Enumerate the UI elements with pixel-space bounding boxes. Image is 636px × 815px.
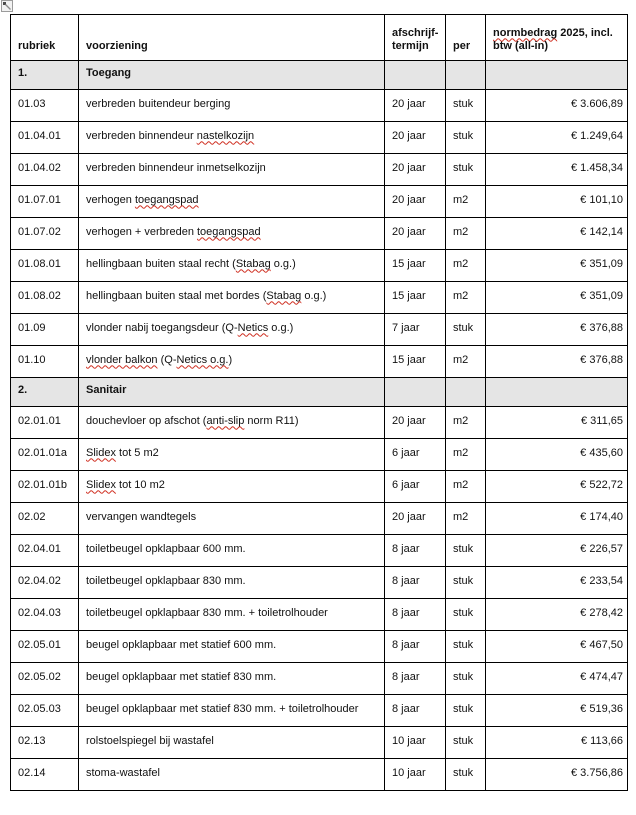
cell-per[interactable]: stuk	[446, 314, 486, 346]
cell-voorziening[interactable]	[79, 346, 385, 378]
cell-rubriek[interactable]: 02.01.01a	[11, 439, 79, 471]
cell-per[interactable]: m2	[446, 407, 486, 439]
cell-voorziening[interactable]: beugel opklapbaar met statief 600 mm.	[79, 631, 385, 663]
col-header-voorziening[interactable]: voorziening	[79, 15, 385, 61]
table-row	[11, 250, 628, 282]
cell-termijn[interactable]: 6 jaar	[385, 439, 446, 471]
cell-bedrag[interactable]: € 278,42	[486, 599, 628, 631]
cell-termijn[interactable]: 15 jaar	[385, 346, 446, 378]
table-row	[11, 154, 628, 186]
section-cell-bedrag[interactable]	[486, 378, 628, 407]
cell-bedrag[interactable]: € 435,60	[486, 439, 628, 471]
table-row	[11, 407, 628, 439]
cell-per[interactable]: m2	[446, 503, 486, 535]
cell-voorziening[interactable]	[79, 471, 385, 503]
cell-voorziening[interactable]: vervangen wandtegels	[79, 503, 385, 535]
text-segment: afschrijf-	[392, 26, 439, 39]
cell-termijn[interactable]: 20 jaar	[385, 503, 446, 535]
cell-per[interactable]: stuk	[446, 154, 486, 186]
cell-voorziening[interactable]	[79, 122, 385, 154]
text-segment: norm R11)	[244, 414, 299, 427]
text-segment: termijn	[392, 40, 429, 53]
cell-per[interactable]: stuk	[446, 122, 486, 154]
cell-rubriek[interactable]: 02.14	[11, 759, 79, 791]
cell-voorziening[interactable]: verbreden buitendeur berging	[79, 90, 385, 122]
section-cell-termijn[interactable]	[385, 378, 446, 407]
table-row	[11, 599, 628, 631]
text-segment: 2025, incl. btw (all-in)	[493, 26, 613, 53]
cell-bedrag[interactable]: € 226,57	[486, 535, 628, 567]
cell-rubriek[interactable]: 02.05.03	[11, 695, 79, 727]
cell-termijn[interactable]: 10 jaar	[385, 727, 446, 759]
cell-voorziening[interactable]	[79, 186, 385, 218]
cell-voorziening[interactable]: rolstoelspiegel bij wastafel	[79, 727, 385, 759]
table-row	[11, 535, 628, 567]
table-row	[11, 567, 628, 599]
cell-termijn[interactable]: 20 jaar	[385, 186, 446, 218]
cell-rubriek[interactable]: 02.04.03	[11, 599, 79, 631]
misspelled-word: Slidex	[86, 478, 116, 491]
section-cell-rubriek[interactable]: 2.	[11, 378, 79, 407]
text-segment: o.g.)	[301, 289, 327, 302]
cell-termijn[interactable]: 10 jaar	[385, 759, 446, 791]
cell-termijn[interactable]: 8 jaar	[385, 631, 446, 663]
norm-table	[10, 14, 628, 791]
table-row	[11, 90, 628, 122]
cell-rubriek[interactable]: 01.03	[11, 90, 79, 122]
cell-per[interactable]: m2	[446, 346, 486, 378]
cell-bedrag[interactable]: € 474,47	[486, 663, 628, 695]
cell-per[interactable]: stuk	[446, 663, 486, 695]
cell-rubriek[interactable]: 02.02	[11, 503, 79, 535]
cell-termijn[interactable]: 7 jaar	[385, 314, 446, 346]
table-row	[11, 471, 628, 503]
misspelled-word: Stabag	[235, 257, 271, 270]
cell-termijn[interactable]: 8 jaar	[385, 695, 446, 727]
cell-bedrag[interactable]: € 3.606,89	[486, 90, 628, 122]
table-row	[11, 439, 628, 471]
cell-bedrag[interactable]: € 113,66	[486, 727, 628, 759]
table-row	[11, 314, 628, 346]
text-segment: vlonder nabij toegangsdeur (Q-	[86, 321, 238, 334]
cell-voorziening[interactable]	[79, 407, 385, 439]
cell-voorziening[interactable]: toiletbeugel opklapbaar 830 mm.	[79, 567, 385, 599]
misspelled-word: nastelkozijn	[196, 129, 255, 142]
misspelled-word: vlonder balkon	[86, 353, 158, 366]
col-header-per[interactable]: per	[446, 15, 486, 61]
cell-termijn[interactable]: 20 jaar	[385, 218, 446, 250]
text-segment: tot 5 m2	[115, 446, 159, 459]
text-segment: o.g.)	[268, 321, 294, 334]
move-glyph	[3, 2, 11, 10]
text-segment: hellingbaan buiten staal recht (	[86, 257, 236, 270]
section-cell-voorziening[interactable]: Toegang	[79, 61, 385, 90]
cell-per[interactable]: m2	[446, 186, 486, 218]
norm-table-body	[11, 61, 628, 791]
table-row	[11, 727, 628, 759]
cell-rubriek[interactable]: 01.07.02	[11, 218, 79, 250]
section-cell-termijn[interactable]	[385, 61, 446, 90]
misspelled-word: normbedrag	[493, 26, 558, 39]
cell-termijn[interactable]: 15 jaar	[385, 282, 446, 314]
cell-bedrag[interactable]: € 467,50	[486, 631, 628, 663]
cell-bedrag[interactable]: € 519,36	[486, 695, 628, 727]
section-cell-bedrag[interactable]	[486, 61, 628, 90]
cell-voorziening[interactable]	[79, 282, 385, 314]
cell-voorziening[interactable]: beugel opklapbaar met statief 830 mm. + toiletrolhouder	[79, 695, 385, 727]
cell-rubriek[interactable]: 01.08.01	[11, 250, 79, 282]
cell-rubriek[interactable]: 02.05.01	[11, 631, 79, 663]
section-row	[11, 61, 628, 90]
cell-per[interactable]: stuk	[446, 535, 486, 567]
cell-bedrag[interactable]: € 3.756,86	[486, 759, 628, 791]
cell-bedrag[interactable]: € 233,54	[486, 567, 628, 599]
cell-voorziening[interactable]	[79, 314, 385, 346]
text-segment: (Q-	[157, 353, 177, 366]
table-row	[11, 663, 628, 695]
cell-termijn[interactable]: 8 jaar	[385, 567, 446, 599]
cell-bedrag[interactable]: € 376,88	[486, 314, 628, 346]
table-row	[11, 218, 628, 250]
cell-per[interactable]: stuk	[446, 727, 486, 759]
misspelled-word: toegangspad	[134, 193, 199, 206]
cell-voorziening[interactable]	[79, 439, 385, 471]
cell-termijn[interactable]: 20 jaar	[385, 154, 446, 186]
text-segment: verhogen	[86, 193, 135, 206]
misspelled-word: Stabag	[266, 289, 302, 302]
cell-termijn[interactable]: 15 jaar	[385, 250, 446, 282]
cell-bedrag[interactable]: € 351,09	[486, 250, 628, 282]
cell-per[interactable]: stuk	[446, 567, 486, 599]
cell-rubriek[interactable]: 01.07.01	[11, 186, 79, 218]
cell-bedrag[interactable]: € 1.458,34	[486, 154, 628, 186]
cell-voorziening[interactable]	[79, 250, 385, 282]
cell-termijn[interactable]: 20 jaar	[385, 90, 446, 122]
cell-per[interactable]: m2	[446, 282, 486, 314]
text-segment: tot 10 m2	[115, 478, 165, 491]
cell-voorziening[interactable]: beugel opklapbaar met statief 830 mm.	[79, 663, 385, 695]
text-segment: douchevloer op afschot (	[86, 414, 207, 427]
table-row	[11, 122, 628, 154]
section-cell-per[interactable]	[446, 378, 486, 407]
cell-rubriek[interactable]: 02.04.01	[11, 535, 79, 567]
cell-voorziening[interactable]: stoma-wastafel	[79, 759, 385, 791]
text-segment: verhogen + verbreden	[86, 225, 197, 238]
section-cell-rubriek[interactable]: 1.	[11, 61, 79, 90]
text-segment: hellingbaan buiten staal met bordes (	[86, 289, 267, 302]
cell-per[interactable]: m2	[446, 439, 486, 471]
section-cell-per[interactable]	[446, 61, 486, 90]
cell-bedrag[interactable]: € 1.249,64	[486, 122, 628, 154]
cell-per[interactable]: stuk	[446, 599, 486, 631]
cell-bedrag[interactable]: € 101,10	[486, 186, 628, 218]
cell-per[interactable]: m2	[446, 218, 486, 250]
cell-per[interactable]: stuk	[446, 90, 486, 122]
cell-termijn[interactable]: 20 jaar	[385, 122, 446, 154]
misspelled-word: Slidex	[86, 446, 116, 459]
misspelled-word: Netics	[237, 321, 269, 334]
cell-bedrag[interactable]: € 142,14	[486, 218, 628, 250]
cell-rubriek[interactable]: 01.04.02	[11, 154, 79, 186]
misspelled-word: Netics o.g.	[176, 353, 229, 366]
col-header-rubriek[interactable]: rubriek	[11, 15, 79, 61]
cell-per[interactable]: stuk	[446, 759, 486, 791]
text-segment: verbreden binnendeur	[86, 129, 197, 142]
col-header-afschrijftermijn[interactable]	[385, 15, 446, 61]
table-row	[11, 282, 628, 314]
cell-bedrag[interactable]: € 376,88	[486, 346, 628, 378]
cell-per[interactable]: m2	[446, 250, 486, 282]
cell-rubriek[interactable]: 01.10	[11, 346, 79, 378]
cell-rubriek[interactable]: 02.04.02	[11, 567, 79, 599]
cell-bedrag[interactable]: € 522,72	[486, 471, 628, 503]
table-row	[11, 631, 628, 663]
cell-bedrag[interactable]: € 311,65	[486, 407, 628, 439]
cell-termijn[interactable]: 8 jaar	[385, 535, 446, 567]
cell-bedrag[interactable]: € 174,40	[486, 503, 628, 535]
table-row	[11, 695, 628, 727]
cell-rubriek[interactable]: 01.04.01	[11, 122, 79, 154]
table-row	[11, 759, 628, 791]
col-header-normbedrag[interactable]	[486, 15, 628, 61]
header-row	[11, 15, 628, 61]
cell-voorziening[interactable]: verbreden binnendeur inmetselkozijn	[79, 154, 385, 186]
table-row	[11, 346, 628, 378]
section-cell-voorziening[interactable]: Sanitair	[79, 378, 385, 407]
cell-per[interactable]: stuk	[446, 695, 486, 727]
text-segment: )	[228, 353, 233, 366]
cell-bedrag[interactable]: € 351,09	[486, 282, 628, 314]
cell-rubriek[interactable]: 01.09	[11, 314, 79, 346]
cell-rubriek[interactable]: 02.01.01	[11, 407, 79, 439]
cell-per[interactable]: stuk	[446, 631, 486, 663]
table-row	[11, 186, 628, 218]
cell-voorziening[interactable]: toiletbeugel opklapbaar 600 mm.	[79, 535, 385, 567]
section-row	[11, 378, 628, 407]
table-move-handle-icon[interactable]	[1, 0, 13, 12]
cell-rubriek[interactable]: 02.05.02	[11, 663, 79, 695]
cell-voorziening[interactable]	[79, 218, 385, 250]
cell-per[interactable]: m2	[446, 471, 486, 503]
cell-termijn[interactable]: 8 jaar	[385, 663, 446, 695]
cell-termijn[interactable]: 20 jaar	[385, 407, 446, 439]
cell-rubriek[interactable]: 02.01.01b	[11, 471, 79, 503]
table-row	[11, 503, 628, 535]
misspelled-word: toegangspad	[197, 225, 261, 238]
misspelled-word: anti-slip	[206, 414, 245, 427]
text-segment: o.g.)	[270, 257, 296, 270]
cell-termijn[interactable]: 6 jaar	[385, 471, 446, 503]
cell-voorziening[interactable]: toiletbeugel opklapbaar 830 mm. + toiletrolhouder	[79, 599, 385, 631]
cell-rubriek[interactable]: 01.08.02	[11, 282, 79, 314]
cell-termijn[interactable]: 8 jaar	[385, 599, 446, 631]
cell-rubriek[interactable]: 02.13	[11, 727, 79, 759]
